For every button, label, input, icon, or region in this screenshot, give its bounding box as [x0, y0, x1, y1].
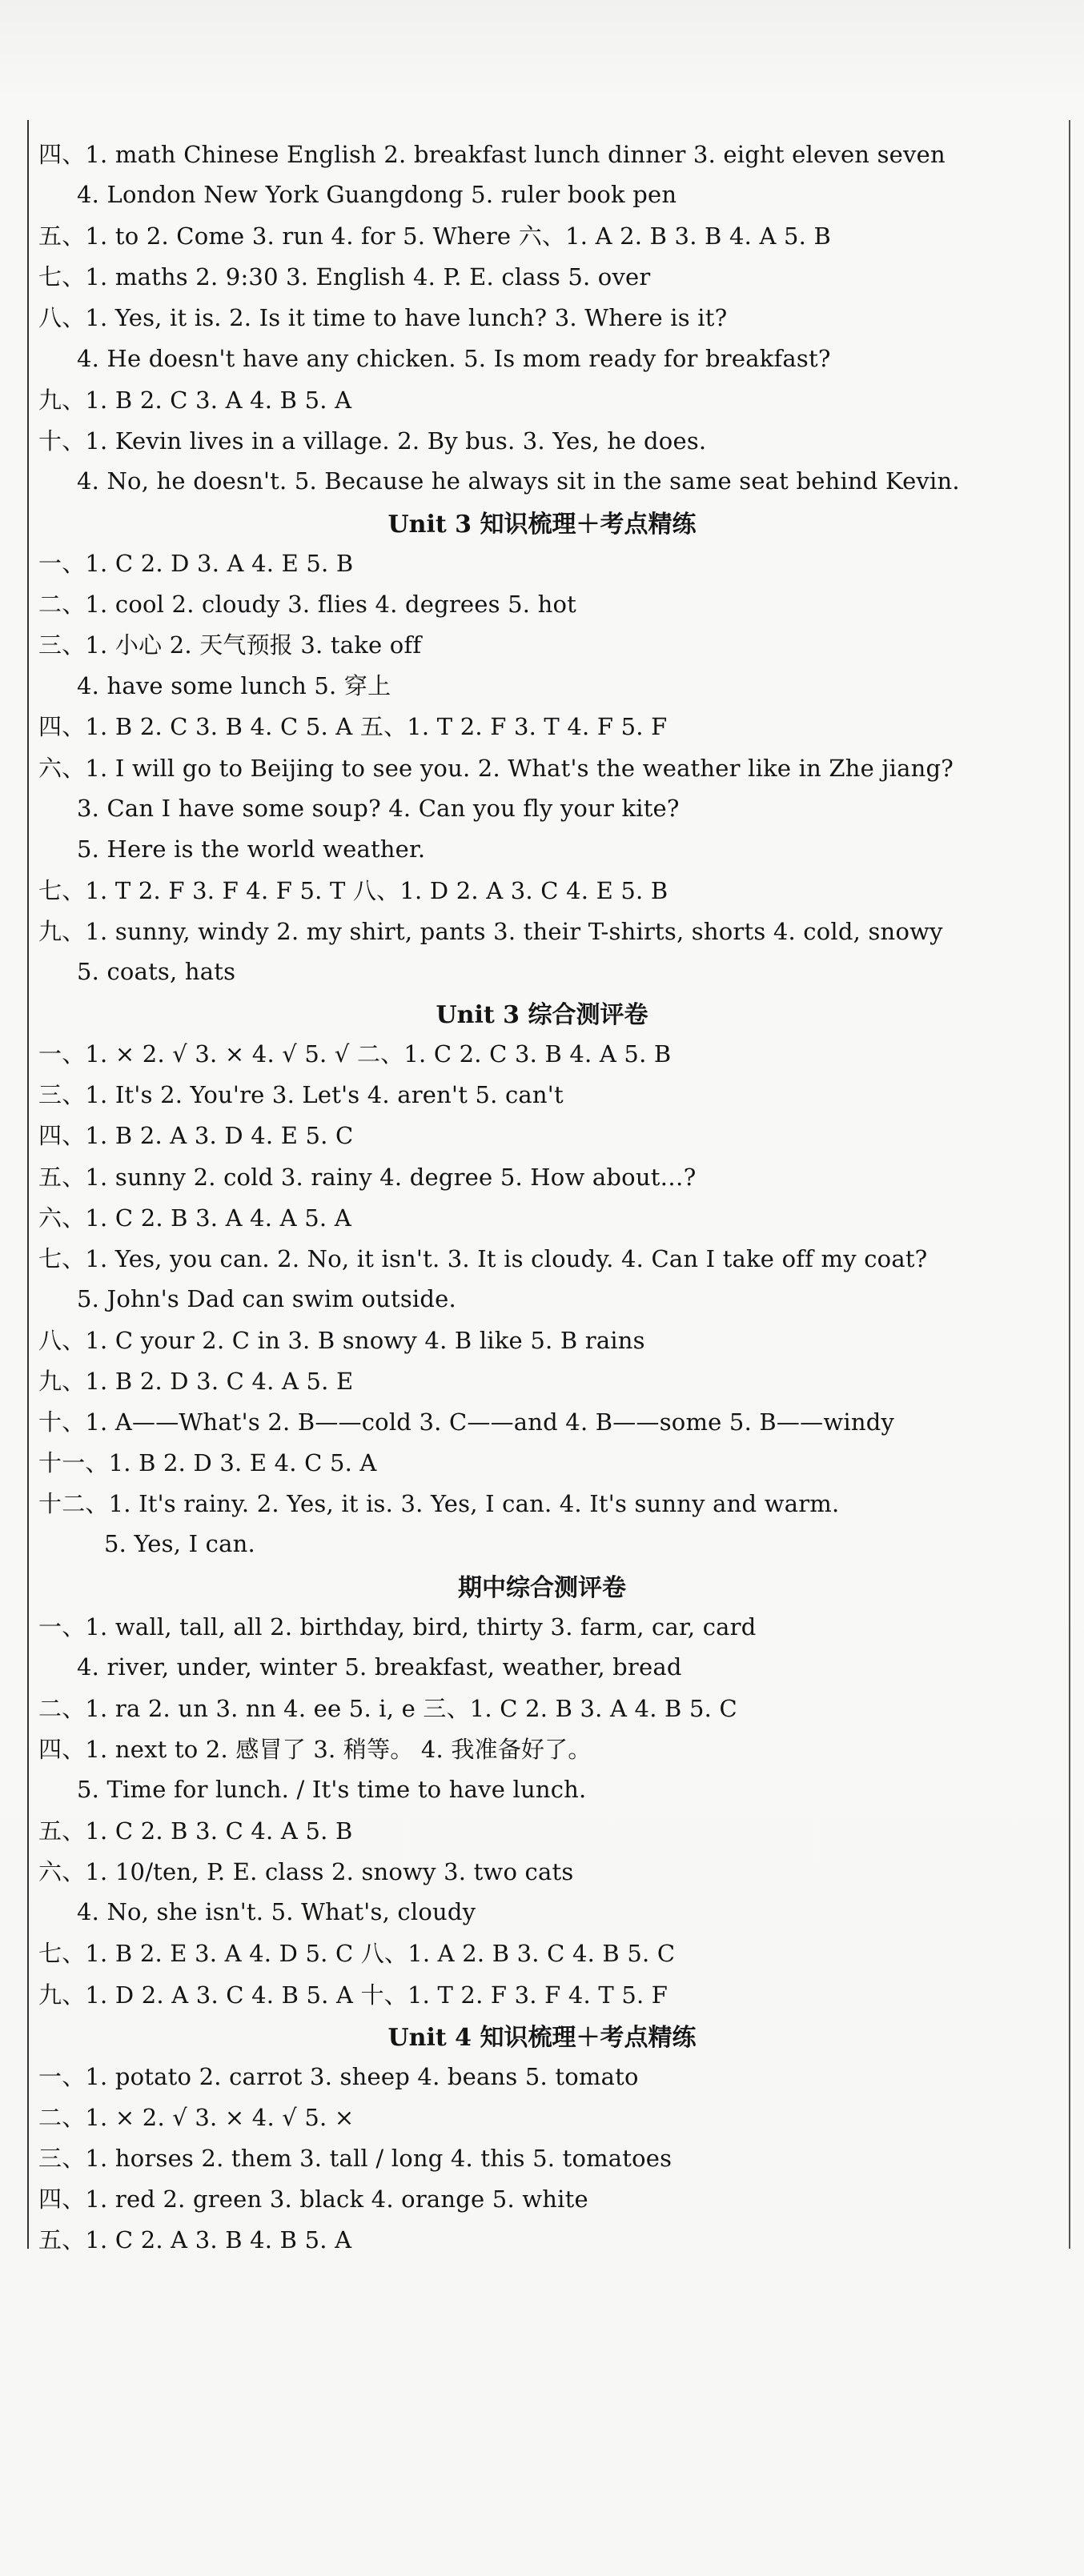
- answer-line-text: 九、1. B 2. D 3. C 4. A 5. E: [38, 1368, 354, 1395]
- answer-line: [0, 1278, 1084, 1319]
- answer-line: [0, 664, 1084, 705]
- answer-line-text: 九、1. D 2. A 3. C 4. B 5. A 十、1. T 2. F 3. F 4. T 5. F: [38, 1981, 668, 2009]
- answer-line: [0, 869, 1084, 910]
- answer-line: [0, 255, 1084, 296]
- answer-line: [0, 583, 1084, 623]
- section-heading: [0, 1564, 1084, 1605]
- answer-line: [0, 460, 1084, 501]
- answer-line-text: 十二、1. It's rainy. 2. Yes, it is. 3. Yes, I can. 4. It's sunny and warm.: [38, 1490, 840, 1517]
- answer-line-text: 4. have some lunch 5. 穿上: [77, 672, 391, 699]
- answer-line-text: 二、1. × 2. √ 3. × 4. √ 5. ×: [38, 2104, 355, 2131]
- answer-line: [0, 1114, 1084, 1155]
- section-heading: [0, 501, 1084, 542]
- answer-line-text: 五、1. C 2. A 3. B 4. B 5. A: [38, 2226, 352, 2253]
- section-heading-text: 期中综合测评卷: [458, 1573, 626, 1602]
- answer-line-text: 4. He doesn't have any chicken. 5. Is mom ready for breakfast?: [77, 344, 831, 372]
- answer-line: [0, 1032, 1084, 1073]
- answer-line: [0, 623, 1084, 664]
- answer-line: [0, 2055, 1084, 2096]
- answer-line-text: 三、1. 小心 2. 天气预报 3. take off: [38, 631, 422, 659]
- answer-line: [0, 1400, 1084, 1441]
- answer-line: [0, 419, 1084, 460]
- answer-line-text: 四、1. B 2. A 3. D 4. E 5. C: [38, 1122, 354, 1149]
- answer-line: [0, 2218, 1084, 2259]
- answer-line-text: 九、1. B 2. C 3. A 4. B 5. A: [38, 387, 352, 414]
- answer-line: [0, 1196, 1084, 1237]
- answer-line: [0, 1891, 1084, 1932]
- answer-line: [0, 910, 1084, 951]
- answer-line: [0, 951, 1084, 992]
- answer-line: [0, 2137, 1084, 2177]
- answer-line-text: 四、1. math Chinese English 2. breakfast lunch dinner 3. eight eleven seven: [38, 141, 945, 168]
- answer-line: [0, 705, 1084, 746]
- answer-line-text: 五、1. to 2. Come 3. run 4. for 5. Where 六、1. A 2. B 3. B 4. A 5. B: [38, 222, 832, 250]
- answer-line: [0, 1728, 1084, 1769]
- answer-line: [0, 1809, 1084, 1850]
- answer-line: [0, 296, 1084, 337]
- answer-line-text: 六、1. C 2. B 3. A 4. A 5. A: [38, 1204, 351, 1232]
- answer-line-text: 四、1. next to 2. 感冒了 3. 稍等。 4. 我准备好了。: [38, 1736, 592, 1763]
- answer-line-text: 八、1. Yes, it is. 2. Is it time to have lunch? 3. Where is it?: [38, 304, 728, 331]
- answer-line-text: 五、1. C 2. B 3. C 4. A 5. B: [38, 1817, 353, 1845]
- answer-line: [0, 1319, 1084, 1360]
- answer-line-text: 4. river, under, winter 5. breakfast, weather, bread: [77, 1653, 682, 1681]
- answer-line-text: 4. No, he doesn't. 5. Because he always sit in the same seat behind Kevin.: [77, 467, 960, 495]
- answer-line-text: 一、1. C 2. D 3. A 4. E 5. B: [38, 550, 354, 577]
- answer-line: [0, 214, 1084, 255]
- answer-line-text: 4. No, she isn't. 5. What's, cloudy: [77, 1897, 476, 1925]
- answer-line-text: 一、1. potato 2. carrot 3. sheep 4. beans 5. tomato: [38, 2063, 639, 2090]
- answer-line: [0, 1973, 1084, 2014]
- answer-line-text: 六、1. I will go to Beijing to see you. 2. What's the weather like in Zhe jiang?: [38, 755, 954, 782]
- answer-line: [0, 133, 1084, 174]
- section-heading-text: Unit 4 知识梳理＋考点精练: [387, 2023, 697, 2052]
- answer-line: [0, 1687, 1084, 1728]
- answer-line-text: 十一、1. B 2. D 3. E 4. C 5. A: [38, 1449, 377, 1476]
- answer-line-text: 一、1. wall, tall, all 2. birthday, bird, thirty 3. farm, car, card: [38, 1613, 757, 1641]
- section-heading-text: Unit 3 综合测评卷: [436, 1000, 648, 1029]
- answer-line: [0, 1932, 1084, 1973]
- answer-line: [0, 1769, 1084, 1809]
- answer-line-text: 三、1. It's 2. You're 3. Let's 4. aren't 5. can't: [38, 1081, 564, 1108]
- answer-line: [0, 1360, 1084, 1400]
- answer-line: [0, 1523, 1084, 1564]
- answer-line-text: 4. London New York Guangdong 5. ruler book pen: [77, 180, 677, 208]
- answer-line: [0, 2096, 1084, 2137]
- answer-line-text: 十、1. Kevin lives in a village. 2. By bus. 3. Yes, he does.: [38, 427, 707, 455]
- answer-line-text: 3. Can I have some soup? 4. Can you fly your kite?: [77, 794, 680, 822]
- answer-line-text: 六、1. 10/ten, P. E. class 2. snowy 3. two cats: [38, 1858, 574, 1885]
- answer-line-text: 七、1. T 2. F 3. F 4. F 5. T 八、1. D 2. A 3. C 4. E 5. B: [38, 877, 668, 904]
- answer-line: [0, 1605, 1084, 1646]
- answer-line: [0, 338, 1084, 379]
- answer-line: [0, 828, 1084, 869]
- answer-line-text: 九、1. sunny, windy 2. my shirt, pants 3. their T-shirts, shorts 4. cold, snowy: [38, 918, 943, 945]
- answer-line-text: 二、1. ra 2. un 3. nn 4. ee 5. i, e 三、1. C 2. B 3. A 4. B 5. C: [38, 1695, 737, 1722]
- answer-line-text: 四、1. red 2. green 3. black 4. orange 5. white: [38, 2185, 588, 2213]
- section-heading: [0, 992, 1084, 1032]
- answer-line: [0, 787, 1084, 828]
- answer-line-text: 七、1. maths 2. 9:30 3. English 4. P. E. class 5. over: [38, 263, 651, 290]
- answer-line: [0, 1156, 1084, 1196]
- answer-line: [0, 1073, 1084, 1114]
- answer-line-text: 五、1. sunny 2. cold 3. rainy 4. degree 5. How about…?: [38, 1164, 697, 1191]
- answer-line-text: 七、1. Yes, you can. 2. No, it isn't. 3. It is cloudy. 4. Can I take off my coat?: [38, 1245, 928, 1272]
- answer-line-text: 5. coats, hats: [77, 957, 236, 985]
- answer-line: [0, 379, 1084, 419]
- answer-line-text: 5. John's Dad can swim outside.: [77, 1284, 456, 1312]
- answer-line-text: 三、1. horses 2. them 3. tall / long 4. this 5. tomatoes: [38, 2145, 672, 2172]
- answer-line: [0, 1646, 1084, 1687]
- section-heading-text: Unit 3 知识梳理＋考点精练: [387, 510, 697, 539]
- answer-line-text: 一、1. × 2. √ 3. × 4. √ 5. √ 二、1. C 2. C 3. B 4. A 5. B: [38, 1040, 672, 1068]
- answer-line-text: 5. Yes, I can.: [104, 1529, 255, 1557]
- answer-line: [0, 1482, 1084, 1523]
- answer-line: [0, 1441, 1084, 1482]
- answer-line-text: 十、1. A——What's 2. B——cold 3. C——and 4. B——some 5. B——windy: [38, 1408, 895, 1436]
- answer-line-text: 四、1. B 2. C 3. B 4. C 5. A 五、1. T 2. F 3. T 4. F 5. F: [38, 713, 668, 740]
- answer-line: [0, 1850, 1084, 1891]
- answer-line-text: 八、1. C your 2. C in 3. B snowy 4. B like 5. B rains: [38, 1327, 645, 1354]
- answer-line: [0, 2177, 1084, 2218]
- answer-line-text: 二、1. cool 2. cloudy 3. flies 4. degrees 5. hot: [38, 591, 577, 618]
- answer-line-text: 5. Time for lunch. / It's time to have lunch.: [77, 1775, 587, 1803]
- section-heading: [0, 2014, 1084, 2055]
- answer-line: [0, 174, 1084, 214]
- answer-line: [0, 542, 1084, 583]
- answer-line: [0, 1237, 1084, 1278]
- answer-line-text: 七、1. B 2. E 3. A 4. D 5. C 八、1. A 2. B 3. C 4. B 5. C: [38, 1940, 676, 1967]
- answer-line: [0, 747, 1084, 787]
- answer-line-text: 5. Here is the world weather.: [77, 835, 426, 863]
